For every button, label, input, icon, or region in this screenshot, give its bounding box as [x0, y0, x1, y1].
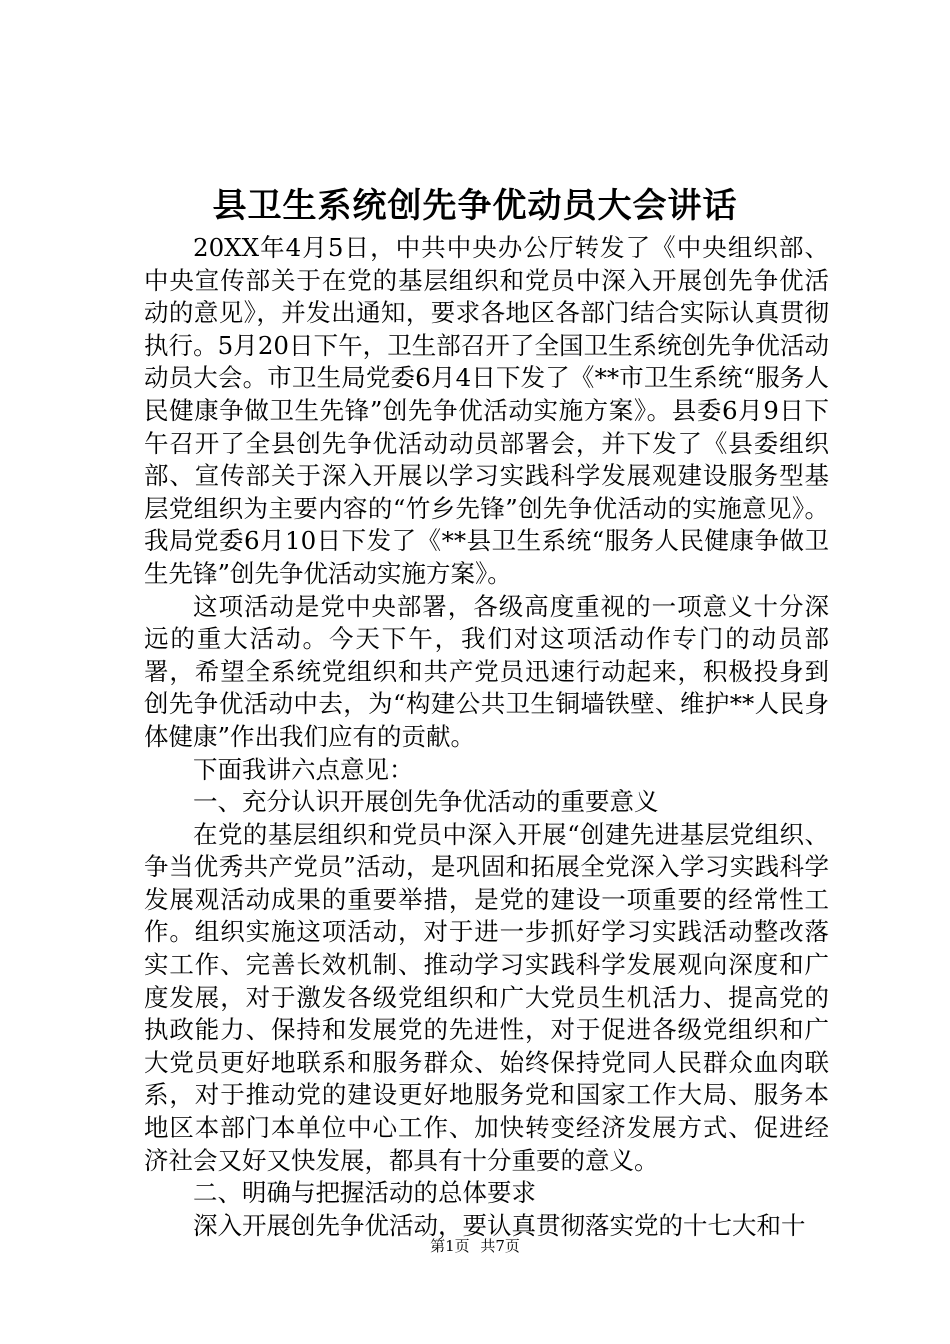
paragraph-section-1: 在党的基层组织和党员中深入开展“创建先进基层党组织、争当优秀共产党员”活动，是巩固和拓展全党深入学习实践科学发展观活动成果的重要举措，是党的建设一项重要的经常性工作。组织实施这项活动，对于进一步抓好学习实践活动整改落实工作、完善长效机制、推动学习实践科学发展观向深度和广度发展，对于激发各级党组织和广大党员生机活力、提高党的执政能力、保持和发展党的先进性，对于促进各级党组织和广大党员更好地联系和服务群众、始终保持党同人民群众血肉联系，对于推动党的建设更好地服务党和国家工作大局、服务本地区本部门本单位中心工作、加快转变经济发展方式、促进经济社会又好又快发展，都具有十分重要的意义。 — [144, 819, 829, 1175]
page-number-footer: 第1页 共7页 — [430, 1237, 520, 1255]
document-body — [144, 232, 829, 1242]
section-heading-1: 一、充分认识开展创先争优活动的重要意义 — [193, 787, 659, 817]
paragraph-intro: 20XX年4月5日，中共中央办公厅转发了《中央组织部、中央宣传部关于在党的基层组织和党员中深入开展创先争优活动的意见》，并发出通知，要求各地区各部门结合实际认真贯彻执行。5月20日下午，卫生部召开了全国卫生系统创先争优活动动员大会。市卫生局党委6月4日下发了《**市卫生系统“服务人民健康争做卫生先锋”创先争优活动实施方案》。县委6月9日下午召开了全县创先争优活动动员部署会，并下发了《县委组织部、宣传部关于深入开展以学习实践科学发展观建设服务型基层党组织为主要内容的“竹乡先锋”创先争优活动的实施意见》。我局党委6月10日下发了《**县卫生系统“服务人民健康争做卫生先锋”创先争优活动实施方案》。 — [144, 233, 829, 588]
paragraph-section-2: 深入开展创先争优活动，要认真贯彻落实党的十七大和十 — [193, 1210, 806, 1240]
section-heading-2: 二、明确与把握活动的总体要求 — [193, 1178, 536, 1208]
paragraph-six-points: 下面我讲六点意见： — [193, 754, 414, 784]
paragraph-significance: 这项活动是党中央部署，各级高度重视的一项意义十分深远的重大活动。今天下午，我们对这项活动作专门的动员部署，希望全系统党组织和共产党员迅速行动起来，积极投身到创先争优活动中去，为“构建公共卫生铜墙铁壁、维护**人民身体健康”作出我们应有的贡献。 — [144, 591, 829, 751]
document-title: 县卫生系统创先争优动员大会讲话 — [212, 186, 738, 226]
